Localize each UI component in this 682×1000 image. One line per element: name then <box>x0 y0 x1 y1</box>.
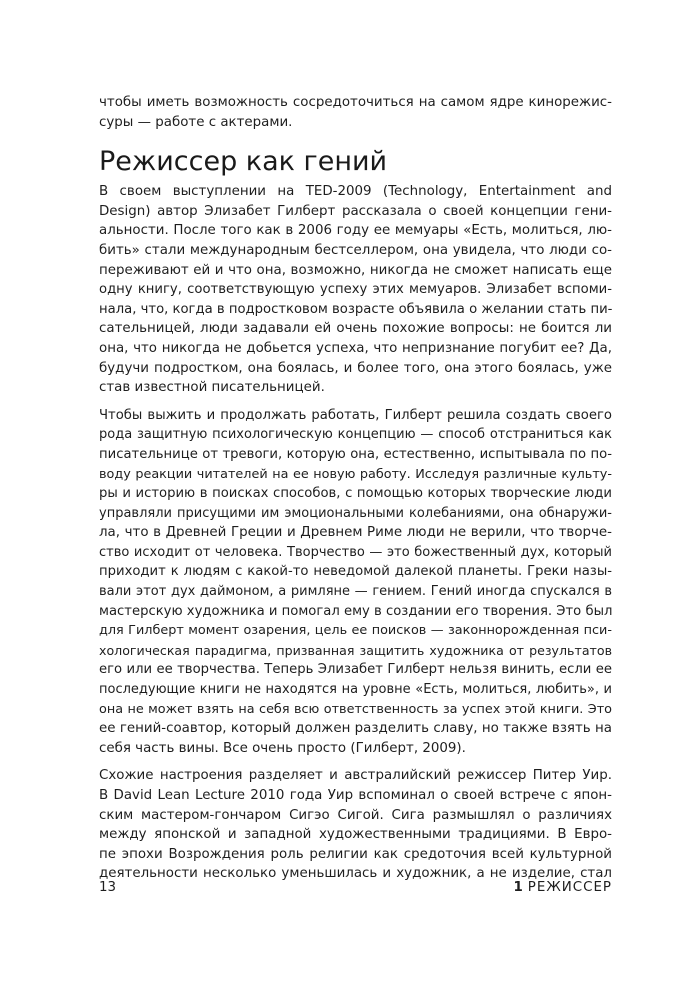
text-line: пе эпохи Возрождения роль религии как средоточия всей культурной <box>99 846 612 862</box>
paragraph-2 <box>99 406 612 759</box>
text-line: между японской и западной художественными традициями. В Евро- <box>99 827 612 843</box>
section-heading: Режиссер как гений <box>99 146 388 178</box>
page-number: 13 <box>99 880 117 895</box>
text-line: рода защитную психологическую концепцию — способ отстраниться как <box>99 427 612 443</box>
text-line: одну книгу, соответствующую успеху этих мемуаров. Элизабет вспоми- <box>99 282 612 298</box>
text-line: вали этот дух даймоном, а римляне — гением. Гений иногда спускался в <box>99 584 612 600</box>
text-line: Схожие настроения разделяет и австралийский режиссер Питер Уир. <box>99 768 612 784</box>
text-line: суры — работе с актерами. <box>99 114 293 130</box>
text-line: ла, что в Древней Греции и Древнем Риме люди не верили, что творче- <box>99 525 612 541</box>
text-line: ство исходит от человека. Творчество — это божественный дух, который <box>99 544 612 560</box>
text-line: ры и историю в поисках способов, с помощью которых творческие люди <box>99 486 612 502</box>
chapter-title: РЕЖИССЕР <box>527 880 612 895</box>
text-line: Design) автор Элизабет Гилберт рассказала о своей концепции гени- <box>99 203 612 219</box>
text-line: ским мастером-гончаром Сигэо Сигой. Сига размышлял о различиях <box>99 807 612 823</box>
text-line: став известной писательницей. <box>99 380 325 396</box>
text-line: альности. После того как в 2006 году ее мемуары «Есть, молиться, лю- <box>99 223 612 239</box>
text-line: себя часть вины. Все очень просто (Гилберт, 2009). <box>99 740 466 756</box>
text-line: она, что никогда не добьется успеха, что непризнание погубит ее? Да, <box>99 340 612 356</box>
text-line: мастерскую художника и помогал ему в создании его творения. Это был <box>99 603 613 619</box>
text-line: приходит к людям с какой-то неведомой далекой планеты. Греки назы- <box>99 564 612 580</box>
text-line: В David Lean Lecture 2010 года Уир вспоминал о своей встрече с япон- <box>99 788 612 803</box>
paragraph-1 <box>99 182 612 398</box>
intro-paragraph <box>99 93 612 132</box>
text-line: для Гилберт момент озарения, цель ее поисков — законнорожденная пси- <box>99 623 612 639</box>
text-line: ее гений-соавтор, который должен разделить славу, но также взять на <box>99 721 612 737</box>
text-line: воду реакции читателей на ее новую работу. Исследуя различные культу- <box>99 466 612 482</box>
text-line: переживают ей и что она, возможно, никогда не сможет написать еще <box>99 262 612 278</box>
text-line: сательницей, люди задавали ей очень похожие вопросы: не боится ли <box>99 321 612 337</box>
text-line: нала, что, когда в подростковом возрасте объявила о желании стать пи- <box>99 301 613 317</box>
text-line: чтобы иметь возможность сосредоточиться на самом ядре кинорежис- <box>99 95 612 110</box>
text-line: хологическая парадигма, призванная защитить художника от результатов <box>99 642 612 658</box>
text-line: она не может взять на себя всю ответственность за успех этой книги. Это <box>99 701 612 717</box>
page-body <box>99 93 612 884</box>
text-line: последующие книги не находятся на уровне «Есть, молиться, любить», и <box>99 682 612 698</box>
text-line: управляли присущими им эмоциональными колебаниями, она обнаружи- <box>99 505 612 521</box>
chapter-number: 1 <box>513 880 524 895</box>
text-line: его или ее творчества. Теперь Элизабет Гилберт нельзя винить, если ее <box>99 662 612 678</box>
text-line: писательнице от тревоги, которую она, естественно, испытывала по по- <box>99 446 612 462</box>
text-line: деятельности несколько уменьшилась и художник, а не изделие, стал <box>99 866 612 882</box>
text-line: бить» стали международным бестселлером, она увидела, что люди со- <box>99 242 612 258</box>
text-line: будучи подростком, она боялась, и более того, она этого боялась, уже <box>99 360 612 376</box>
paragraph-3 <box>99 766 612 884</box>
chapter-label <box>513 879 612 897</box>
text-line: Чтобы выжить и продолжать работать, Гилберт решила создать своего <box>99 407 612 423</box>
text-line: В своем выступлении на TED-2009 (Technology, Entertainment and <box>99 184 612 200</box>
